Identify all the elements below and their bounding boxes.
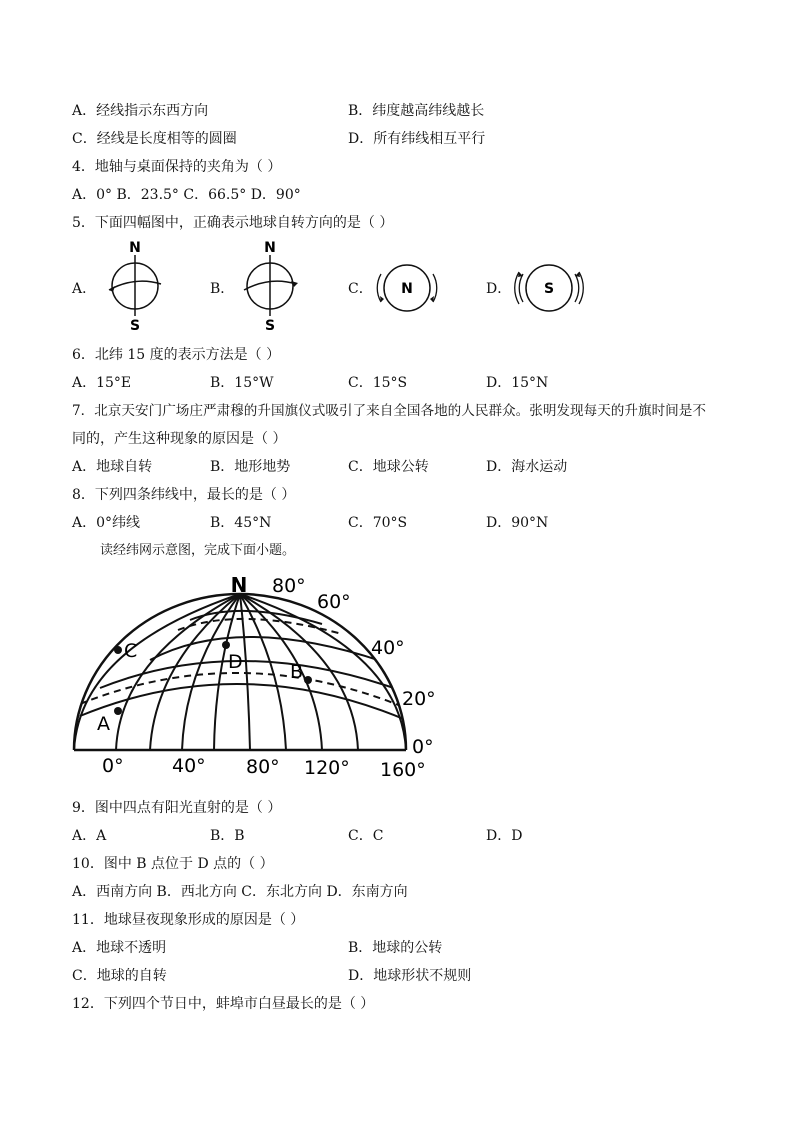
lat-label-0: 0°	[412, 736, 434, 758]
q5-label-a: A．	[72, 281, 97, 297]
q4-options: A．0° B．23.5° C．66.5° D．90°	[72, 187, 301, 203]
parallel-0	[80, 684, 406, 720]
q6-option-c: C．15°S	[348, 375, 408, 391]
q6-option-b: B．15°W	[210, 375, 274, 391]
q9-option-b: B．B	[210, 828, 245, 844]
q3-option-a: A．经线指示东西方向	[72, 103, 209, 119]
circle-d-south-figure	[512, 260, 586, 318]
q3-option-d: D．所有纬线相互平行	[348, 131, 486, 147]
point-a-label: A	[97, 713, 110, 735]
globe-a-figure	[95, 238, 175, 334]
q11-option-b: B．地球的公转	[348, 940, 443, 956]
lat-label-80: 80°	[272, 575, 306, 597]
q12-stem: 12．下列四个节日中，蚌埠市白昼最长的是（ ）	[72, 996, 375, 1012]
q7-option-a: A．地球自转	[72, 459, 153, 475]
lon-label-40: 40°	[172, 755, 206, 777]
q8-stem: 8．下列四条纬线中，最长的是（ ）	[72, 487, 296, 503]
map-intro: 读经纬网示意图，完成下面小题。	[100, 543, 296, 558]
point-d-marker	[222, 641, 230, 649]
globe-b-south-label: S	[264, 318, 276, 334]
q8-option-a: A．0°纬线	[72, 515, 141, 531]
point-b-marker	[304, 676, 312, 684]
point-c-marker	[114, 646, 122, 654]
q5-stem: 5．下面四幅图中，正确表示地球自转方向的是（ ）	[72, 215, 394, 231]
lon-label-160: 160°	[380, 759, 426, 781]
q6-option-a: A．15°E	[72, 375, 132, 391]
q9-stem: 9．图中四点有阳光直射的是（ ）	[72, 800, 282, 816]
q8-option-c: C．70°S	[348, 515, 408, 531]
q8-option-d: D．90°N	[486, 515, 549, 531]
circle-c-north-label: N	[401, 281, 413, 297]
circle-c-north-figure	[372, 260, 442, 318]
lat-label-60: 60°	[317, 591, 351, 613]
q11-stem: 11．地球昼夜现象形成的原因是（ ）	[72, 912, 305, 928]
lat-label-20: 20°	[402, 688, 436, 710]
graticule-map	[60, 568, 450, 783]
q3-option-b: B．纬度越高纬线越长	[348, 103, 485, 119]
q5-label-c: C．	[348, 281, 373, 297]
q9-option-a: A．A	[72, 828, 107, 844]
q7-stem-line1: 7．北京天安门广场庄严肃穆的升国旗仪式吸引了来自全国各地的人民群众。张明发现每天的升旗时间是不	[72, 403, 706, 419]
q7-stem-line2: 同的，产生这种现象的原因是（ ）	[72, 431, 287, 447]
q11-option-c: C．地球的自转	[72, 968, 167, 984]
q7-option-b: B．地形地势	[210, 459, 291, 475]
parallel-20	[100, 661, 405, 692]
q5-label-d: D．	[486, 281, 512, 297]
globe-b-figure	[230, 238, 310, 334]
q3-option-c: C．经线是长度相等的圆圈	[72, 131, 237, 147]
q6-option-d: D．15°N	[486, 375, 549, 391]
q4-stem: 4．地轴与桌面保持的夹角为（ ）	[72, 159, 282, 175]
point-a-marker	[114, 707, 122, 715]
arctic-dashed-line	[178, 619, 342, 634]
q10-options: A．西南方向 B．西北方向 C．东北方向 D．东南方向	[72, 884, 408, 900]
point-d-label: D	[228, 651, 243, 673]
q5-label-b: B．	[210, 281, 235, 297]
q9-option-c: C．C	[348, 828, 384, 844]
point-c-label: C	[124, 640, 138, 662]
q7-option-c: C．地球公转	[348, 459, 429, 475]
point-b-label: B	[290, 661, 304, 683]
circle-d-south-label: S	[543, 281, 555, 297]
q7-option-d: D．海水运动	[486, 459, 568, 475]
q9-option-d: D．D	[486, 828, 523, 844]
q11-option-d: D．地球形状不规则	[348, 968, 472, 984]
globe-a-north-label: N	[129, 240, 141, 256]
map-north-label: N	[230, 573, 248, 597]
q11-option-a: A．地球不透明	[72, 940, 167, 956]
q10-stem: 10．图中 B 点位于 D 点的（ ）	[72, 856, 274, 872]
q6-stem: 6．北纬 15 度的表示方法是（ ）	[72, 347, 281, 363]
lon-label-0: 0°	[102, 755, 124, 777]
q8-option-b: B．45°N	[210, 515, 272, 531]
lon-label-80: 80°	[246, 756, 280, 778]
globe-b-north-label: N	[264, 240, 276, 256]
globe-a-south-label: S	[129, 318, 141, 334]
lat-label-40: 40°	[371, 637, 405, 659]
lon-label-120: 120°	[304, 757, 350, 779]
